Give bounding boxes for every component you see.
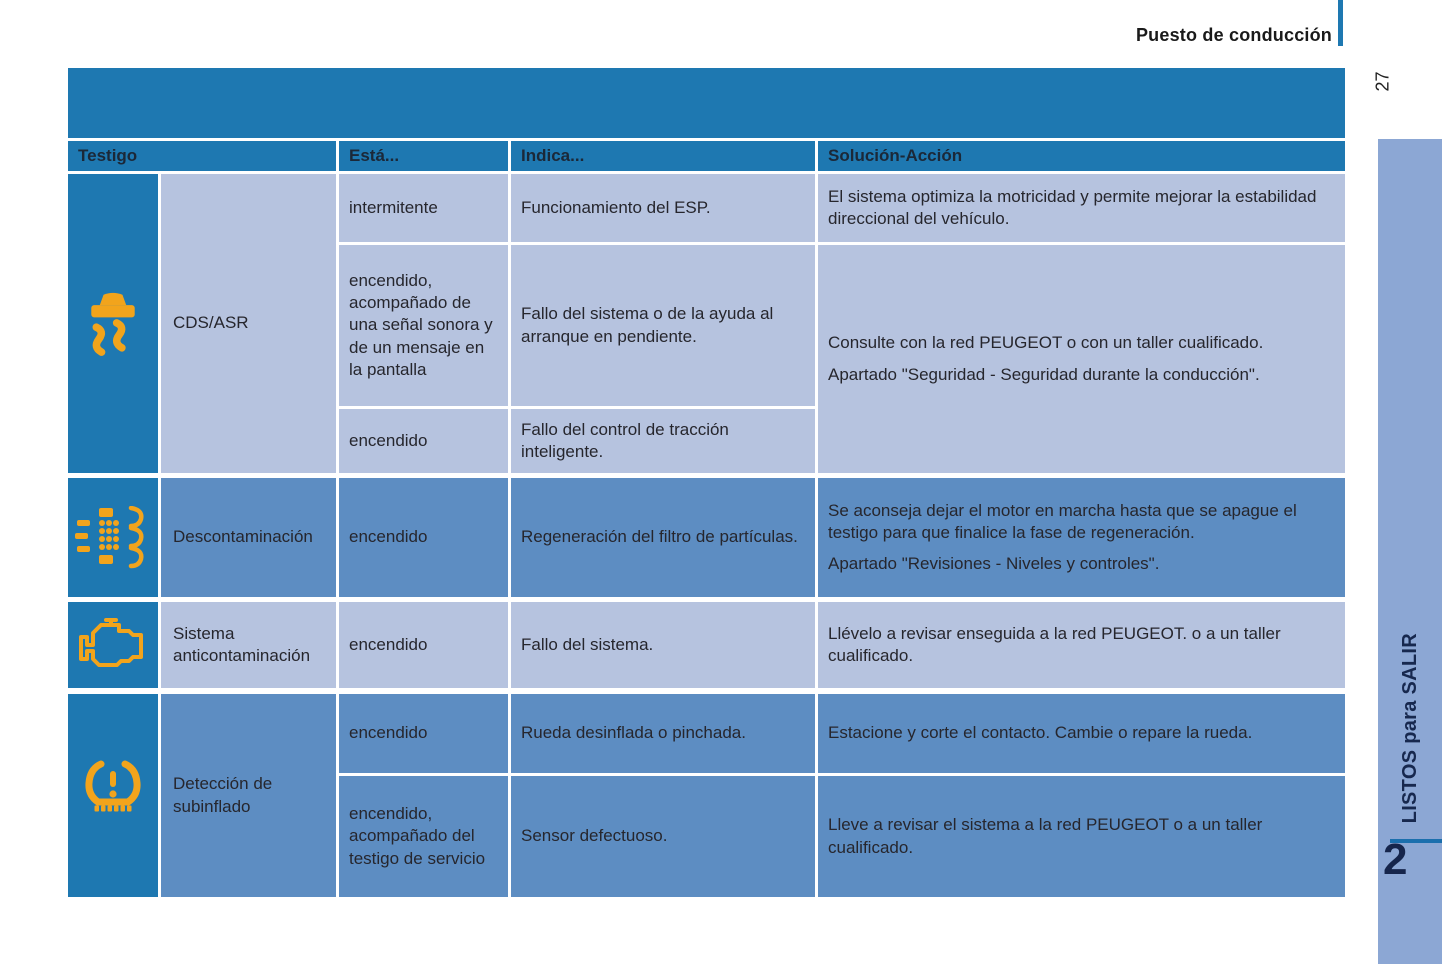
testigo-icon-cell	[68, 694, 158, 897]
indica-cell: Sensor defectuoso.	[511, 776, 815, 897]
esp-asr-warning-icon	[79, 288, 147, 360]
page-number: 27	[1372, 70, 1393, 92]
particulate-filter-icon	[75, 506, 151, 570]
solucion-cell: Estacione y corte el contacto. Cambie o repare la rueda.	[818, 694, 1345, 773]
indica-cell: Regeneración del filtro de partículas.	[511, 478, 815, 597]
solucion-cell	[818, 478, 1345, 597]
indica-cell: Fallo del sistema.	[511, 602, 815, 688]
solucion-cell: Llévelo a revisar enseguida a la red PEUGEOT. o a un taller cualificado.	[818, 602, 1345, 688]
testigo-label: Descontaminación	[161, 478, 336, 597]
esta-cell: encendido, acompañado de una señal sonora y de un mensaje en la pantalla	[339, 245, 508, 406]
solucion-paragraph: Apartado "Seguridad - Seguridad durante la conducción".	[828, 364, 1260, 384]
table-group-descontaminacion	[68, 478, 1345, 597]
engine-warning-icon	[75, 617, 151, 673]
solucion-cell: El sistema optimiza la motricidad y permite mejorar la estabilidad direccional del vehículo.	[818, 174, 1345, 242]
testigo-label: CDS/ASR	[161, 174, 336, 473]
indica-cell: Fallo del sistema o de la ayuda al arranque en pendiente.	[511, 245, 815, 406]
table-top-band	[68, 68, 1345, 138]
tyre-underinflation-icon	[81, 758, 145, 834]
indica-cell: Rueda desinflada o pinchada.	[511, 694, 815, 773]
table-group-sistema-anticontaminacion	[68, 602, 1345, 688]
chapter-label-wrap	[1378, 633, 1442, 823]
esta-cell: encendido	[339, 478, 508, 597]
indica-cell: Fallo del control de tracción inteligente.	[511, 409, 815, 473]
testigo-label: Detección de subinflado	[161, 694, 336, 897]
testigo-icon-cell	[68, 478, 158, 597]
solucion-paragraph: Apartado "Revisiones - Niveles y controles".	[828, 554, 1160, 574]
page-title: Puesto de conducción	[1135, 25, 1332, 45]
esta-cell: encendido	[339, 409, 508, 473]
indica-cell: Funcionamiento del ESP.	[511, 174, 815, 242]
testigo-label: Sistema anticontaminación	[161, 602, 336, 688]
solucion-paragraph: Se aconseja dejar el motor en marcha hasta que se apague el testigo para que finalice la fase de regeneración.	[828, 500, 1297, 542]
solucion-cell	[818, 245, 1345, 473]
testigo-icon-cell	[68, 174, 158, 473]
chapter-number: 2	[1383, 835, 1408, 884]
header-testigo: Testigo	[68, 141, 336, 171]
solucion-cell: Lleve a revisar el sistema a la red PEUGEOT o a un taller cualificado.	[818, 776, 1345, 897]
table-group-deteccion-subinflado	[68, 694, 1345, 897]
header-accent-bar	[1338, 0, 1343, 46]
chapter-sidebar	[1378, 139, 1442, 964]
testigo-icon-cell	[68, 602, 158, 688]
chapter-label: LISTOS para SALIR	[1398, 632, 1421, 823]
solucion-paragraph: Consulte con la red PEUGEOT o con un taller cualificado.	[828, 333, 1264, 353]
header-esta: Está...	[339, 141, 508, 171]
esta-cell: encendido	[339, 694, 508, 773]
esta-cell: encendido	[339, 602, 508, 688]
header-solucion: Solución-Acción	[818, 141, 1345, 171]
esta-cell: intermitente	[339, 174, 508, 242]
esta-cell: encendido, acompañado del testigo de servicio	[339, 776, 508, 897]
table-header-row	[68, 141, 1345, 171]
header-indica: Indica...	[511, 141, 815, 171]
table-group-cds-asr	[68, 174, 1345, 473]
